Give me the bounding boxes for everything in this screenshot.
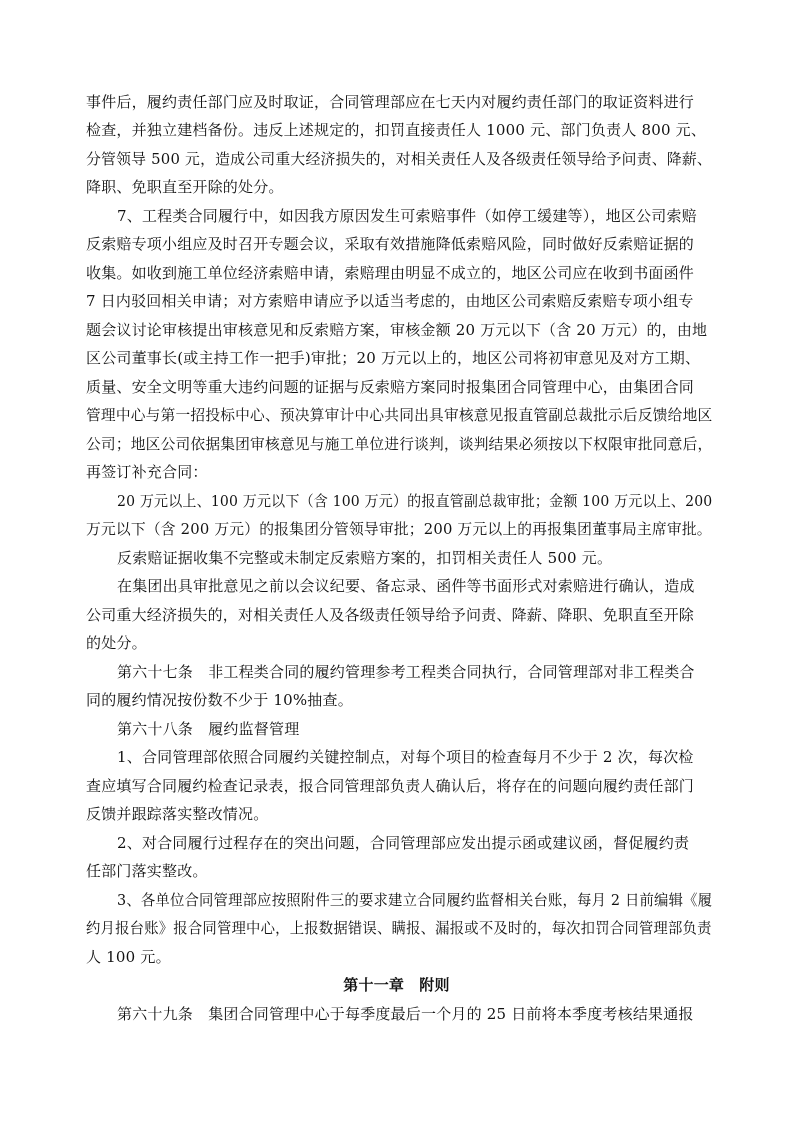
- text-line: 题会议讨论审核提出审核意见和反索赔方案，审核金额 20 万元以下（含 20 万元）的，由地: [86, 321, 708, 339]
- text-line: 反索赔证据收集不完整或未制定反索赔方案的，扣罚相关责任人 500 元。: [117, 549, 613, 567]
- text-line: 质量、安全文明等重大违约问题的证据与反索赔方案同时报集团合同管理中心，由集团合同: [86, 378, 695, 396]
- text-line: 约月报台账》报合同管理中心，上报数据错误、瞒报、漏报或不及时的，每次扣罚合同管理部负责: [86, 919, 712, 937]
- text-line: 1、合同管理部依照合同履约关键控制点，对每个项目的检查每月不少于 2 次，每次检: [117, 748, 694, 766]
- text-line: 的处分。: [86, 634, 147, 652]
- text-line: 再签订补充合同：: [86, 463, 208, 481]
- text-line: 第六十七条 非工程类合同的履约管理参考工程类合同执行，合同管理部对非工程类合: [117, 663, 695, 681]
- text-line: 第六十八条 履约监督管理: [117, 720, 300, 738]
- text-line: 反馈并跟踪落实整改情况。: [86, 805, 269, 823]
- text-line: 2、对合同履行过程存在的突出问题，合同管理部应发出提示函或建议函，督促履约责: [117, 834, 690, 852]
- text-line: 第六十九条 集团合同管理中心于每季度最后一个月的 25 日前将本季度考核结果通报: [117, 1005, 694, 1023]
- text-line: 收集。如收到施工单位经济索赔申请，索赔理由明显不成立的，地区公司应在收到书面函件: [86, 264, 695, 282]
- text-line: 区公司董事长(或主持工作一把手)审批；20 万元以上的，地区公司将初审意见及对方工期、: [86, 349, 701, 367]
- text-line: 检查，并独立建档备份。违反上述规定的，扣罚直接责任人 1000 元、部门负责人 800 元、: [86, 121, 707, 139]
- text-line: 事件后，履约责任部门应及时取证，合同管理部应在七天内对履约责任部门的取证资料进行: [86, 93, 695, 111]
- text-line: 公司；地区公司依据集团审核意见与施工单位进行谈判，谈判结果必须按以下权限审批同意后，: [86, 435, 713, 453]
- text-line: 反索赔专项小组应及时召开专题会议，采取有效措施降低索赔风险，同时做好反索赔证据的: [86, 235, 695, 253]
- text-line: 人 100 元。: [86, 948, 171, 966]
- text-line: 任部门落实整改。: [86, 862, 208, 880]
- text-line: 降职、免职直至开除的处分。: [86, 178, 284, 196]
- text-line: 7、工程类合同履行中，如因我方原因发生可索赔事件（如停工缓建等），地区公司索赔: [117, 207, 697, 225]
- text-line: 分管领导 500 元，造成公司重大经济损失的，对相关责任人及各级责任领导给予问责、降薪、: [86, 150, 712, 168]
- text-line: 在集团出具审批意见之前以会议纪要、备忘录、函件等书面形式对索赔进行确认，造成: [117, 577, 695, 595]
- text-line: 同的履约情况按份数不少于 10%抽查。: [86, 691, 353, 709]
- text-line: 7 日内驳回相关申请；对方索赔申请应予以适当考虑的，由地区公司索赔反索赔专项小组专: [86, 292, 694, 310]
- text-line: 查应填写合同履约检查记录表，报合同管理部负责人确认后，将存在的问题向履约责任部门: [86, 777, 695, 795]
- chapter-heading: 第十一章 附则: [343, 976, 450, 994]
- text-line: 公司重大经济损失的，对相关责任人及各级责任领导给予问责、降薪、降职、免职直至开除: [86, 606, 695, 624]
- text-line: 万元以下（含 200 万元）的报集团分管领导审批；200 万元以上的再报集团董事局主席审批。: [86, 520, 712, 538]
- text-line: 20 万元以上、100 万元以下（含 100 万元）的报直管副总裁审批；金额 100 万元以上、200: [117, 492, 713, 510]
- text-line: 3、各单位合同管理部应按照附件三的要求建立合同履约监督相关台账，每月 2 日前编辑《履: [117, 891, 713, 909]
- text-line: 管理中心与第一招投标中心、预决算审计中心共同出具审核意见报直管副总裁批示后反馈给地区: [86, 406, 713, 424]
